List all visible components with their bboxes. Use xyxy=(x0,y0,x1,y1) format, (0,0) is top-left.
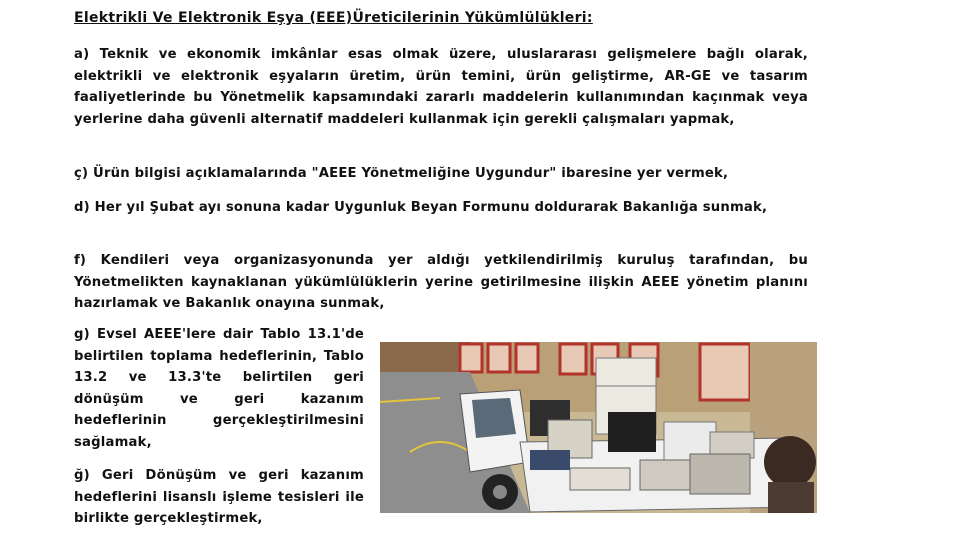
truck-ewaste-photo xyxy=(380,342,817,513)
paragraph-g-breve: ğ) Geri Dönüşüm ve geri kazanım hedeflerini lisanslı işleme tesisleri ile birlikte gerçekleştirmek, xyxy=(74,468,364,526)
paragraph-d: d) Her yıl Şubat ayı sonuna kadar Uygunluk Beyan Formunu doldurarak Bakanlığa sunmak, xyxy=(74,200,768,215)
paragraph-a: a) Teknik ve ekonomik imkânlar esas olmak üzere, uluslararası gelişmelere bağlı olarak, elektrikli ve elektronik eşyaların üretim, ürün temini, ürün geliştirme, AR-GE ve tasarım faaliyetlerinde bu Yönetmelik kapsamındaki zararlı maddelerin kullanımından kaçınmak veya yerlerine daha güvenli alternatif maddeleri kullanmak için gerekli çalışmaları yapmak, xyxy=(74,47,808,127)
paragraph-c-cedilla: ç) Ürün bilgisi açıklamalarında "AEEE Yönetmeliğine Uygundur" ibaresine yer vermek, xyxy=(74,166,729,181)
paragraph-g: g) Evsel AEEE'lere dair Tablo 13.1'de belirtilen toplama hedeflerinin, Tablo 13.2 ve 13.3'te belirtilen geri dönüşüm ve geri kazanım hedeflerinin gerçekleştirilmesini sağlamak, xyxy=(74,327,364,450)
document-title: Elektrikli Ve Elektronik Eşya (EEE)Üreticilerinin Yükümlülükleri: xyxy=(74,10,593,26)
paragraph-f: f) Kendileri veya organizasyonunda yer aldığı yetkilendirilmiş kuruluş tarafından, bu Yönetmelikten kaynaklanan yükümlülüklerin yerine getirilmesine ilişkin AEEE yönetim planını hazırlamak ve Bakanlık onayına sunmak, xyxy=(74,253,808,311)
